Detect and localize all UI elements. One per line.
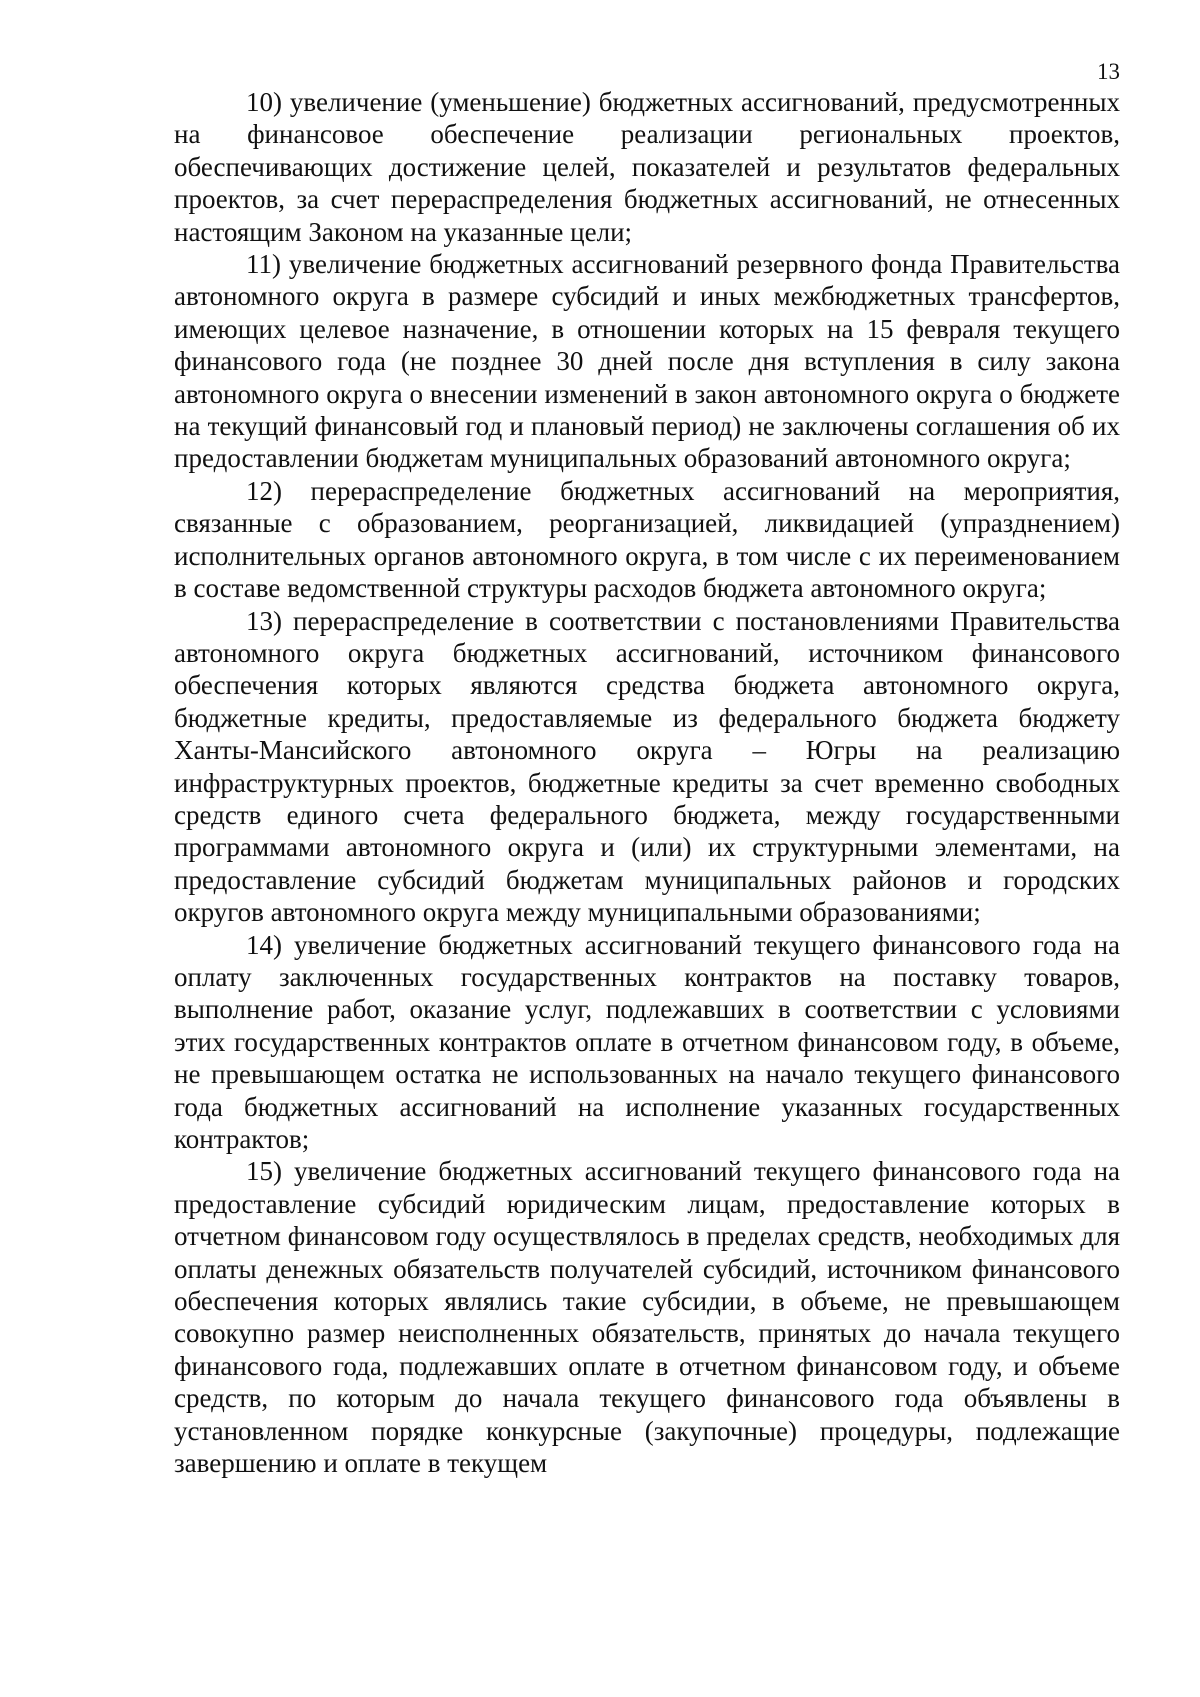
- paragraph-item-14: 14) увеличение бюджетных ассигнований текущего финансового года на оплату заключенных государственных контрактов на поставку товаров, выполнение работ, оказание услуг, подлежавших в соответствии с условиями этих государственных контрактов оплате в отчетном финансовом году, в объеме, не превышающем остатка не использованных на начало текущего финансового года бюджетных ассигнований на исполнение указанных государственных контрактов;: [174, 929, 1120, 1154]
- paragraph-item-15: 15) увеличение бюджетных ассигнований текущего финансового года на предоставление субсидий юридическим лицам, предоставление которых в отчетном финансовом году осуществлялось в пределах средств, необходимых для оплаты денежных обязательств получателей субсидий, источником финансового обеспечения которых являлись такие субсидии, в объеме, не превышающем совокупно размер неисполненных обязательств, принятых до начала текущего финансового года, подлежавших оплате в отчетном финансовом году, и объеме средств, по которым до начала текущего финансового года объявлены в установленном порядке конкурсные (закупочные) процедуры, подлежащие завершению и оплате в текущем: [174, 1156, 1120, 1479]
- paragraph-item-10: 10) увеличение (уменьшение) бюджетных ассигнований, предусмотренных на финансовое обеспечение реализации региональных проектов, обеспечивающих достижение целей, показателей и результатов федеральных проектов, за счет перераспределения бюджетных ассигнований, не отнесенных настоящим Законом на указанные цели;: [174, 87, 1120, 247]
- page-number: 13: [1097, 59, 1120, 84]
- paragraph-item-13: 13) перераспределение в соответствии с постановлениями Правительства автономного округа бюджетных ассигнований, источником финансового обеспечения которых являются средства бюджета автономного округа, бюджетные кредиты, предоставляемые из федерального бюджета бюджету Ханты-Мансийского автономного округа – Югры на реализацию инфраструктурных проектов, бюджетные кредиты за счет временно свободных средств единого счета федерального бюджета, между государственными программами автономного округа и (или) их структурными элементами, на предоставление субсидий бюджетам муниципальных районов и городских округов автономного округа между муниципальными образованиями;: [174, 605, 1120, 928]
- document-body: [174, 86, 1120, 1479]
- paragraph-item-11: 11) увеличение бюджетных ассигнований резервного фонда Правительства автономного округа в размере субсидий и иных межбюджетных трансфертов, имеющих целевое назначение, в отношении которых на 15 февраля текущего финансового года (не позднее 30 дней после дня вступления в силу закона автономного округа о внесении изменений в закон автономного округа о бюджете на текущий финансовый год и плановый период) не заключены соглашения об их предоставлении бюджетам муниципальных образований автономного округа;: [174, 249, 1120, 474]
- paragraph-item-12: 12) перераспределение бюджетных ассигнований на мероприятия, связанные с образованием, реорганизацией, ликвидацией (упразднением) исполнительных органов автономного округа, в том числе с их переименованием в составе ведомственной структуры расходов бюджета автономного округа;: [174, 475, 1120, 604]
